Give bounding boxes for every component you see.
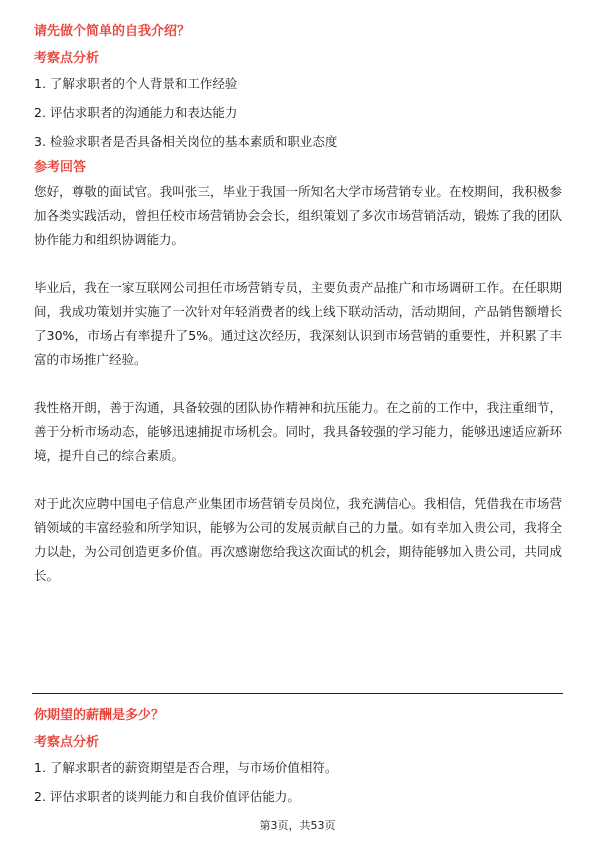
analysis-item: 2. 评估求职者的谈判能力和自我价值评估能力。 — [34, 789, 300, 804]
page-number: 第3页，共53页 — [259, 819, 336, 832]
analysis-heading: 考察点分析 — [34, 51, 100, 66]
answer-paragraph: 对于此次应聘中国电子信息产业集团市场营销专员岗位，我充满信心。我相信，凭借我在市场营销领域的丰富经验和所学知识，能够为公司的发展贡献自己的力量。如有幸加入贵公司，我将全力以赴，为公司创造更多价值。再次感谢您给我这次面试的机会，期待能够加入贵公司，共同成长。 — [34, 496, 562, 583]
answer-paragraph: 您好，尊敬的面试官。我叫张三，毕业于我国一所知名大学市场营销专业。在校期间，我积极参加各类实践活动，曾担任校市场营销协会会长，组织策划了多次市场营销活动，锻炼了我的团队协作能力和组织协调能力。 — [34, 184, 562, 247]
answer-paragraph: 毕业后，我在一家互联网公司担任市场营销专员，主要负责产品推广和市场调研工作。在任职期间，我成功策划并实施了一次针对年轻消费者的线上线下联动活动，活动期间，产品销售额增长了30%，市场占有率提升了5%。通过这次经历，我深刻认识到市场营销的重要性，并积累了丰富的市场推广经验。 — [34, 280, 562, 367]
analysis-item: 3. 检验求职者是否具备相关岗位的基本素质和职业态度 — [34, 134, 338, 149]
answer-heading: 参考回答 — [34, 160, 87, 175]
question-title: 你期望的薪酬是多少？ — [34, 708, 165, 723]
analysis-item: 1. 了解求职者的个人背景和工作经验 — [34, 76, 238, 91]
analysis-item: 2. 评估求职者的沟通能力和表达能力 — [34, 105, 238, 120]
analysis-heading: 考察点分析 — [34, 735, 100, 750]
analysis-item: 1. 了解求职者的薪资期望是否合理，与市场价值相符。 — [34, 760, 338, 775]
section-divider — [32, 693, 563, 694]
answer-paragraph: 我性格开朗，善于沟通，具备较强的团队协作精神和抗压能力。在之前的工作中，我注重细节，善于分析市场动态，能够迅速捕捉市场机会。同时，我具备较强的学习能力，能够迅速适应新环境，提升自己的综合素质。 — [34, 400, 562, 463]
question-title: 请先做个简单的自我介绍？ — [34, 24, 191, 39]
document-page — [34, 22, 562, 588]
document-page-section-2 — [34, 706, 562, 807]
